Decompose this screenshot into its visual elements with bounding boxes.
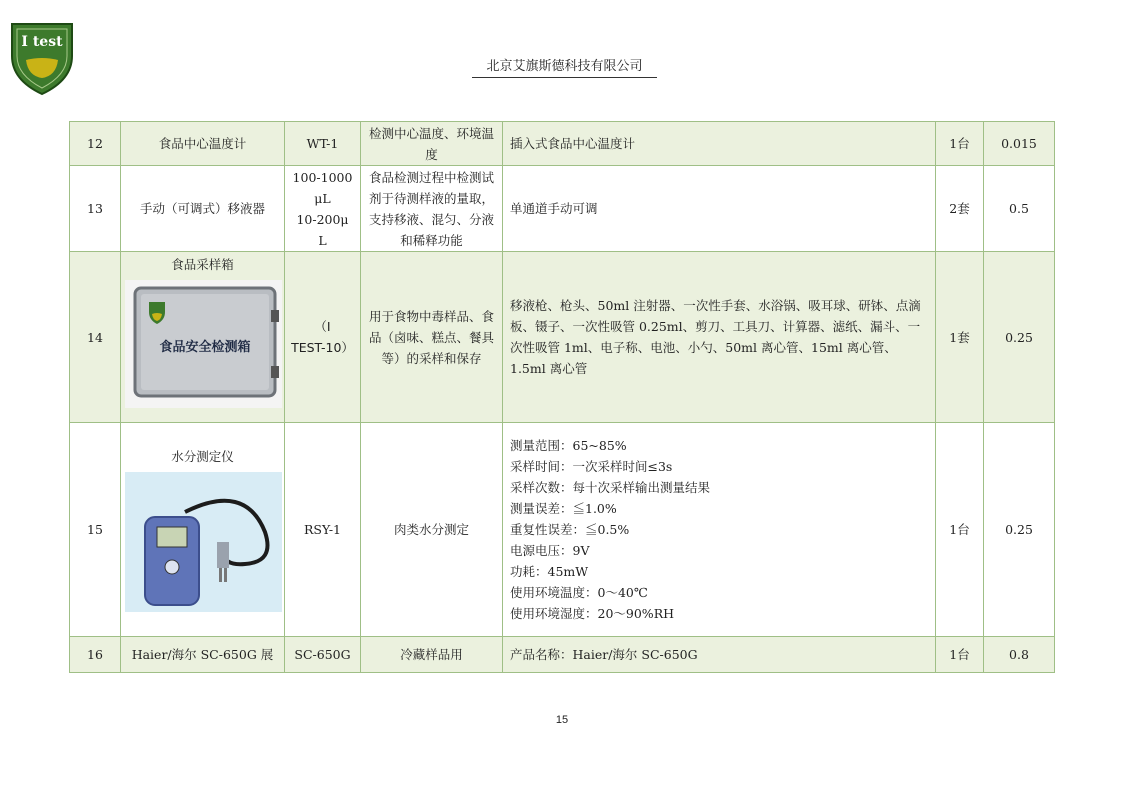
spec-line: 测量误差：≦1.0% <box>510 501 617 516</box>
item-name-with-image <box>121 423 285 637</box>
item-purpose: 冷藏样品用 <box>361 637 503 673</box>
item-purpose: 用于食物中毒样品、食品（卤味、糕点、餐具等）的采样和保存 <box>361 252 503 423</box>
item-quantity: 1台 <box>936 637 984 673</box>
item-name-with-image <box>121 252 285 423</box>
model-line: L <box>318 232 327 248</box>
item-purpose: 食品检测过程中检测试剂于待测样液的量取，支持移液、混匀、分液和稀释功能 <box>361 166 503 252</box>
item-spec: 单通道手动可调 <box>503 166 936 252</box>
item-quantity: 2套 <box>936 166 984 252</box>
spec-line: 重复性误差：≦0.5% <box>510 522 630 537</box>
row-number: 13 <box>70 166 121 252</box>
shield-logo-icon <box>8 20 76 96</box>
item-model: SC-650G <box>285 637 361 673</box>
item-name: 水分测定仪 <box>171 448 234 464</box>
image-caption: 食品安全检测箱 <box>159 340 251 355</box>
spec-line: 采样次数：每十次采样输出测量结果 <box>510 480 711 495</box>
row-number: 14 <box>70 252 121 423</box>
item-name: Haier/海尔 SC-650G 展 <box>121 637 285 673</box>
sampling-box-image <box>125 280 282 408</box>
company-logo <box>8 20 76 96</box>
table-row <box>70 637 1055 673</box>
item-price: 0.5 <box>984 166 1055 252</box>
item-spec-list <box>503 423 936 637</box>
item-quantity: 1台 <box>936 423 984 637</box>
equipment-table <box>69 121 1055 673</box>
spec-line: 采样时间：一次采样时间≤3s <box>510 459 673 474</box>
item-quantity: 1套 <box>936 252 984 423</box>
item-price: 0.25 <box>984 423 1055 637</box>
model-line: 10-200μ <box>296 211 349 227</box>
item-name: 食品采样箱 <box>171 257 234 272</box>
model-line: μL <box>314 190 331 206</box>
item-purpose: 肉类水分测定 <box>361 423 503 637</box>
table-row <box>70 166 1055 252</box>
moisture-meter-image <box>125 472 282 612</box>
item-model: RSY-1 <box>285 423 361 637</box>
item-name: 手动（可调式）移液器 <box>121 166 285 252</box>
spec-line: 功耗：45mW <box>510 564 589 579</box>
company-name: 北京艾旗斯德科技有限公司 <box>472 58 657 78</box>
table-row <box>70 423 1055 637</box>
item-model <box>285 166 361 252</box>
item-price: 0.8 <box>984 637 1055 673</box>
table-row <box>70 252 1055 423</box>
item-model: WT-1 <box>285 122 361 166</box>
logo-text: I test <box>21 34 63 50</box>
item-purpose: 检测中心温度、环境温度 <box>361 122 503 166</box>
item-price: 0.015 <box>984 122 1055 166</box>
spec-line: 电源电压：9V <box>510 543 590 558</box>
item-model <box>285 252 361 423</box>
item-spec: 移液枪、枪头、50ml 注射器、一次性手套、水浴锅、吸耳球、研钵、点滴板、镊子、一次性吸管 0.25ml、剪刀、工具刀、计算器、滤纸、漏斗、一次性吸管 1ml、电子称、电池、小勺、50ml 离心管、15ml 离心管、1.5ml 离心管 <box>503 252 936 423</box>
row-number: 12 <box>70 122 121 166</box>
spec-line: 使用环境温度：0～40℃ <box>510 585 648 600</box>
item-quantity: 1台 <box>936 122 984 166</box>
model-line: TEST-10） <box>291 340 354 355</box>
item-price: 0.25 <box>984 252 1055 423</box>
item-spec: 产品名称：Haier/海尔 SC-650G <box>503 637 936 673</box>
row-number: 16 <box>70 637 121 673</box>
item-spec: 插入式食品中心温度计 <box>503 122 936 166</box>
model-line: （I <box>314 319 331 334</box>
row-number: 15 <box>70 423 121 637</box>
spec-line: 使用环境湿度：20～90%RH <box>510 606 675 621</box>
spec-line: 测量范围：65~85% <box>510 438 627 453</box>
model-line: 100-1000 <box>292 169 353 185</box>
page-number: 15 <box>555 714 569 726</box>
item-name: 食品中心温度计 <box>121 122 285 166</box>
table-row <box>70 122 1055 166</box>
